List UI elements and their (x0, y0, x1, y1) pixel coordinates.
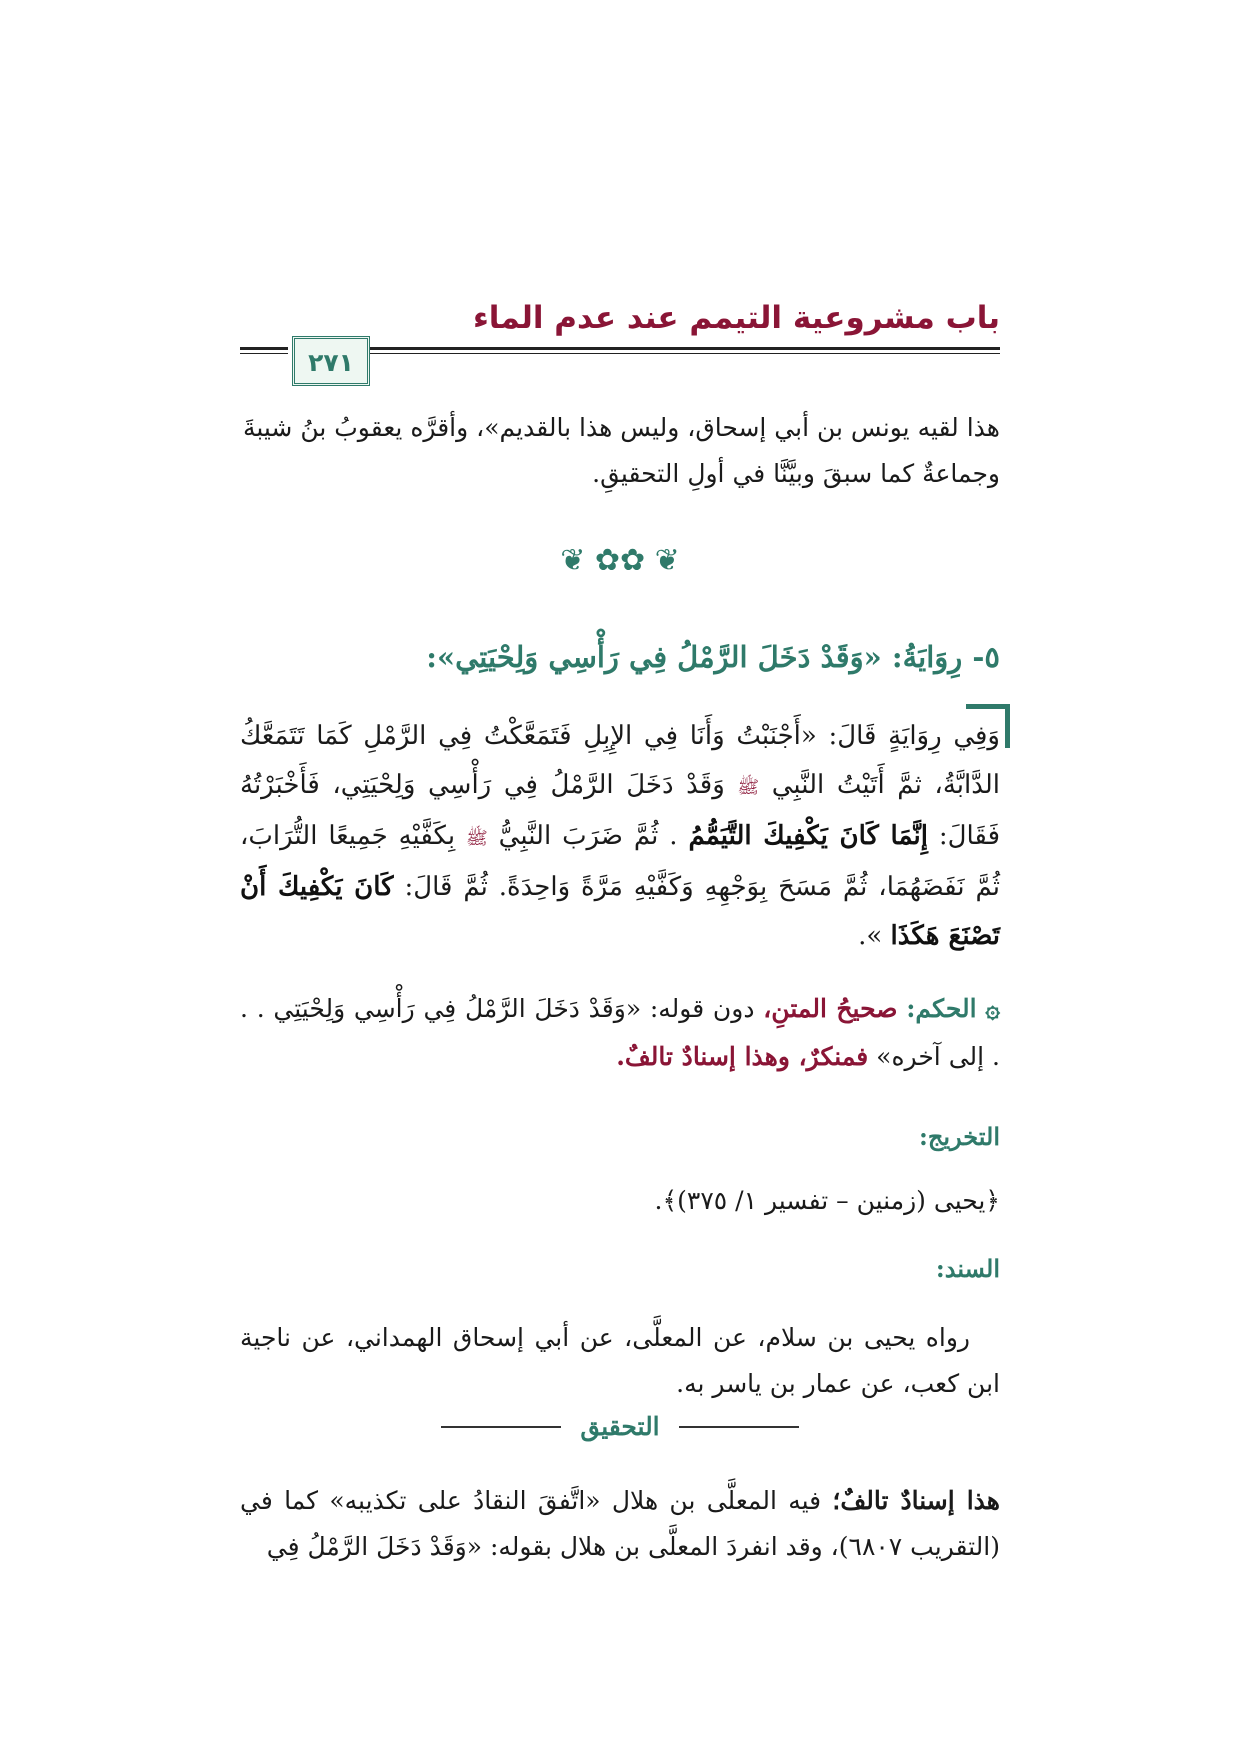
hadith-emphasis: إِنَّمَا كَانَ يَكْفِيكَ التَّيَمُّمُ (688, 821, 928, 851)
tahqiq-paragraph (240, 1478, 1000, 1570)
hadith-text-part: . ثُمَّ ضَرَبَ النَّبِيُّ (487, 821, 678, 851)
hadith-emphasis: كَانَ يَكْفِيكَ أَنْ تَصْنَعَ هَكَذَا (240, 872, 1000, 951)
header-rule-left-thin (240, 353, 288, 354)
tahqiq-heading: التحقيق (580, 1412, 660, 1441)
tahqiq-lead: هذا إسنادٌ تالفٌ؛ (832, 1486, 1000, 1515)
intro-paragraph (240, 405, 1000, 497)
hadith-text (240, 712, 1000, 961)
section-number: ٥- (972, 640, 1000, 674)
ruling-paragraph (240, 985, 1000, 1081)
section-heading (426, 640, 1000, 674)
hadith-text-part: ». (858, 921, 883, 951)
ornament-divider: ❦ ✿✿ ❦ (560, 543, 680, 578)
divider-line (441, 1426, 561, 1428)
divider-line (679, 1426, 799, 1428)
page-number: ٢٧١ (292, 336, 370, 386)
ruling-label: الحكم: (906, 994, 977, 1023)
tahqiq-heading-bar (0, 1412, 1240, 1441)
ruling-verdict-munkar: فمنكرٌ، وهذا إسنادٌ تالفٌ. (616, 1042, 869, 1071)
takhrij-reference: ﴿يحيى (زمنين – تفسير ١/ ٣٧٥)﴾. (654, 1186, 1000, 1215)
chapter-title: باب مشروعية التيمم عند عدم الماء (472, 300, 1000, 336)
salutation-symbol: ﷺ (737, 777, 760, 798)
header-rule-right-thin (370, 353, 1000, 354)
ruling-text: دون قوله: «وَقَدْ دَخَلَ الرَّمْلُ فِي رَأْسِي وَلِحْيَتِي . . . إلى آخره» (240, 994, 1000, 1071)
ruling-icon: ۞ (985, 994, 1000, 1023)
header-rule-right (370, 347, 1000, 350)
hadith-text-part: وَفِي رِوَايَةٍ قَالَ: «أَجْنَبْتُ وَأَنَا فِي الإِبِلِ فَتَمَعَّكْتُ فِي الرَّمْلِ كَمَا تَتَمَعَّكُ الدَّابَّةُ، ثمَّ أَتَيْتُ النَّبِي (240, 721, 1001, 800)
sanad-heading: السند: (935, 1254, 1000, 1283)
section-title: رِوَايَةُ: «وَقَدْ دَخَلَ الرَّمْلُ فِي رَأْسِي وَلِحْيَتِي»: (426, 640, 963, 674)
hadith-text-part: بِكَفَّيْهِ جَمِيعًا التُّرَابَ، ثُمَّ نَفَضَهُمَا، ثُمَّ مَسَحَ بِوَجْهِهِ وَكَفَّيْهِ مَرَّةً وَاحِدَةً. ثُمَّ قَالَ: (240, 821, 1000, 902)
intro-line-1: هذا لقيه يونس بن أبي إسحاق، وليس هذا بالقديم»، وأقرَّه يعقوبُ بنُ شيبةَ (242, 413, 1000, 442)
hadith-text-part: وَقَدْ دَخَلَ الرَّمْلُ فِي رَأْسِي وَلِحْيَتِي، فَأَخْبَرْتُهُ فَقَالَ: (240, 770, 1001, 851)
header-rule-left (240, 347, 288, 350)
intro-line-2: وجماعةٌ كما سبقَ وبيَّنَّا في أولِ التحقيقِ. (592, 459, 1000, 488)
takhrij-heading: التخريج: (919, 1122, 1000, 1151)
sanad-text: رواه يحيى بن سلام، عن المعلَّى، عن أبي إسحاق الهمداني، عن ناجية ابن كعب، عن عمار بن ياسر به. (240, 1323, 1000, 1398)
ruling-verdict: صحيحُ المتنِ، (763, 994, 898, 1023)
tahqiq-text: فيه المعلَّى بن هلال «اتَّفقَ النقادُ على تكذيبه» كما في (التقريب ٦٨٠٧)، وقد انفردَ المعلَّى بن هلال بقوله: «وَقَدْ دَخَلَ الرَّمْلُ فِي (240, 1486, 1000, 1561)
salutation-symbol: ﷺ (466, 828, 488, 849)
